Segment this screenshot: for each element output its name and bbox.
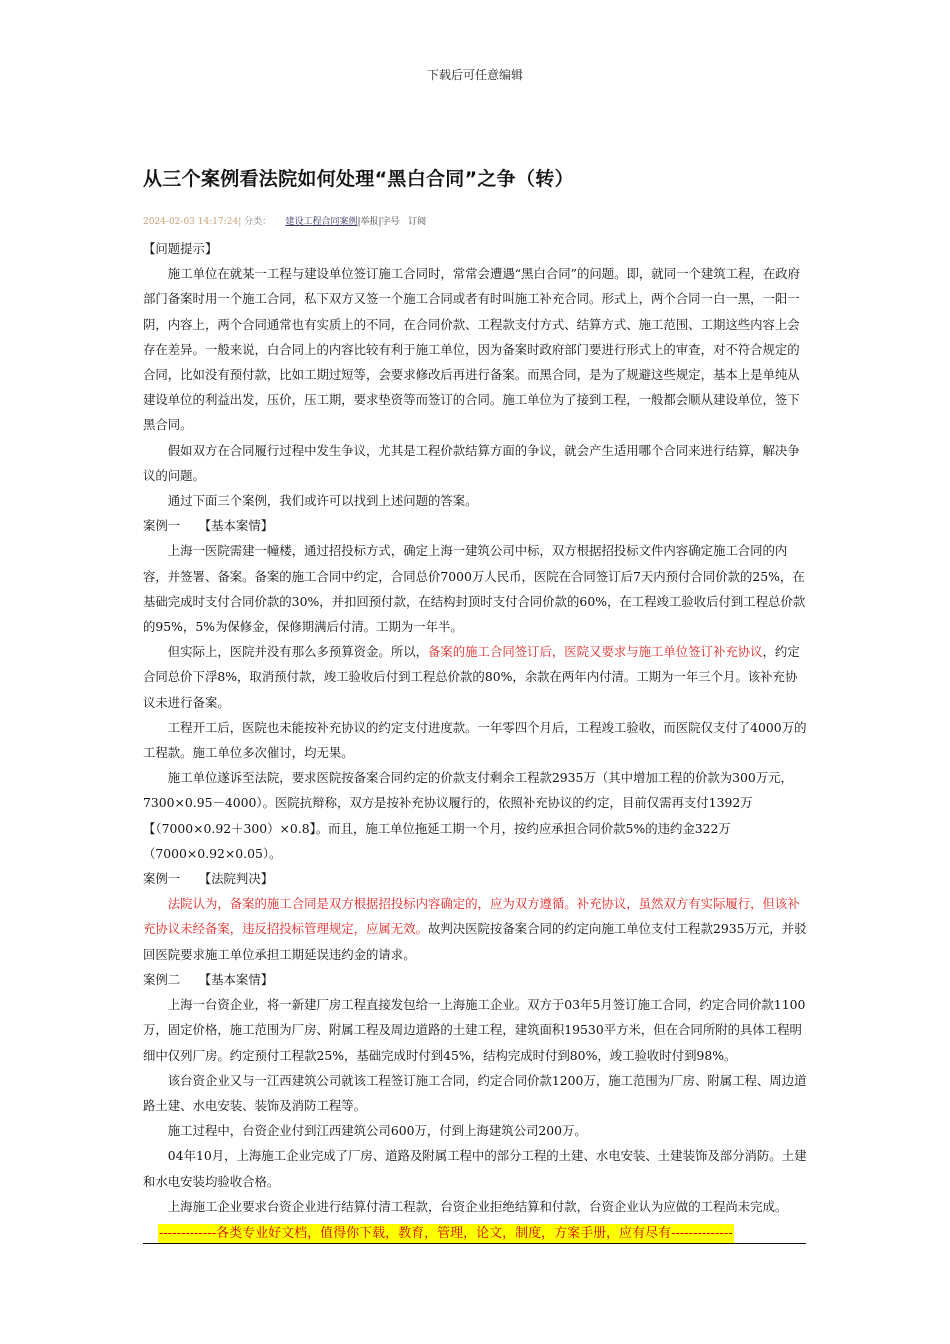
paragraph: 施工单位在就某一工程与建设单位签订施工合同时，常常会遭遇“黑白合同”的问题。即，就同一个建筑工程，在政府部门备案时用一个施工合同，私下双方又签一个施工合同或者有时叫施工补充合同。形式上，两个合同一白一黑，一阳一阴，内容上，两个合同通常也有实质上的不同，在合同价款、工程款支付方式、结算方式、施工范围、工期这些内容上会存在差异。一般来说，白合同上的内容比较有利于施工单位，因为备案时政府部门要进行形式上的审查，对不符合规定的合同，比如没有预付款，比如工期过短等，会要求修改后再进行备案。而黑合同，是为了规避这些规定，基本上是单纯从建设单位的利益出发，压价，压工期，要求垫资等而签订的合同。施工单位为了接到工程，一般都会顺从建设单位，签下黑合同。: [143, 266, 800, 433]
paragraph: 上海一台资企业，将一新建厂房工程直接发包给一上海施工企业。双方于03年5月签订施工合同，约定合同价款1100万，固定价格，施工范围为厂房、附属工程及周边道路的土建工程，建筑面积19530平方米，但在合同所附的具体工程明细中仅列厂房。约定预付工程款25%，基础完成时付到45%，结构完成时付到80%，竣工验收时付到98%。: [143, 997, 806, 1063]
footer-divider: [143, 1243, 806, 1244]
page-title: 从三个案例看法院如何处理“黑白合同”之争（转）: [143, 168, 574, 190]
meta-separator: |: [238, 217, 242, 227]
case-heading: 案例一 【法院判决】: [143, 871, 274, 887]
paragraph: 施工过程中，台资企业付到江西建筑公司600万，付到上海建筑公司200万。: [167, 1123, 587, 1139]
paragraph: 工程开工后，医院也未能按补充协议的约定支付进度款。一年零四个月后，工程竣工验收，而医院仅支付了4000万的工程款。施工单位多次催讨，均无果。: [143, 719, 807, 761]
paragraph-text: 故判决医院按备案合同的约定向施工单位支付工程款2935万元，并驳回医院要求施工单位承担工期延误违约金的请求。: [143, 921, 807, 962]
paragraph: [143, 891, 808, 967]
case-heading: 案例一 【基本案情】: [143, 518, 274, 534]
category-label: 分类：: [244, 217, 272, 227]
paragraph: 假如双方在合同履行过程中发生争议，尤其是工程价款结算方面的争议，就会产生适用哪个合同来进行结算，解决争议的问题。: [143, 442, 800, 483]
footer-banner: -------------各类专业好文档，值得你下载，教育，管理，论文，制度，方案手册，应有尽有--------------: [158, 1224, 734, 1244]
post-meta: [143, 214, 426, 227]
paragraph: 该台资企业又与一江西建筑公司就该工程签订施工合同，约定合同价款1200万，施工范围为厂房、附属工程、周边道路土建、水电安装、装饰及消防工程等。: [143, 1072, 807, 1113]
case-heading: 案例二 【基本案情】: [143, 971, 274, 987]
post-datetime: 2024-02-03 14:17:24: [143, 217, 239, 227]
article-body: [143, 236, 808, 1219]
section-heading: 【问题提示】: [143, 241, 218, 256]
paragraph: 上海一医院需建一幢楼，通过招投标方式，确定上海一建筑公司中标，双方根据招投标文件内容确定施工合同的内容，并签署、备案。备案的施工合同中约定，合同总价7000万人民币，医院在合同签订后7天内预付合同价款的25%，在基础完成时支付合同价款的30%，并扣回预付款，在结构封顶时支付合同价款的60%，在工程竣工验收后付到工程总价款的95%，5%为保修金，保修期满后付清。工期为一年半。: [143, 543, 806, 635]
paragraph: 施工单位遂诉至法院，要求医院按备案合同约定的价款支付剩余工程款2935万（其中增加工程的价款为300万元，7300×0.95－4000）。医院抗辩称，双方是按补充协议履行的，依照补充协议的约定，目前仅需再支付1392万【（7000×0.92＋300）×0.8】。而且，施工单位拖延工期一个月，按约应承担合同价款5%的违约金322万（7000×0.92×0.05）。: [143, 770, 793, 861]
category-link[interactable]: 建设工程合同案例: [285, 217, 358, 227]
highlighted-text: 备案的施工合同签订后，医院又要求与施工单位签订补充协议: [428, 644, 763, 660]
subscribe-link[interactable]: 订阅: [408, 217, 427, 227]
paragraph: 04年10月，上海施工企业完成了厂房、道路及附属工程中的部分工程的土建、水电安装、土建装饰及部分消防。土建和水电安装均验收合格。: [143, 1148, 807, 1189]
paragraph-text: ，约定合同总价下浮8%，取消预付款，竣工验收后付到工程总价款的80%，余款在两年内付清。工期为一年三个月。该补充协议未进行备案。: [143, 644, 800, 710]
paragraph: 通过下面三个案例，我们或许可以找到上述问题的答案。: [167, 493, 478, 509]
paragraph-text: 但实际上，医院并没有那么多预算资金。所以，: [167, 644, 428, 660]
highlighted-text: 法院认为，备案的施工合同是双方根据招投标内容确定的，应为双方遵循。补充协议，虽然双方有实际履行，但该补充协议未经备案，违反招投标管理规定，应属无效。: [143, 896, 800, 937]
header-note: 下载后可任意编辑: [426, 68, 523, 82]
meta-actions[interactable]: |举报|字号: [357, 217, 400, 227]
paragraph: [143, 639, 808, 715]
paragraph: 上海施工企业要求台资企业进行结算付清工程款，台资企业拒绝结算和付款，台资企业认为应做的工程尚未完成。: [167, 1198, 788, 1214]
